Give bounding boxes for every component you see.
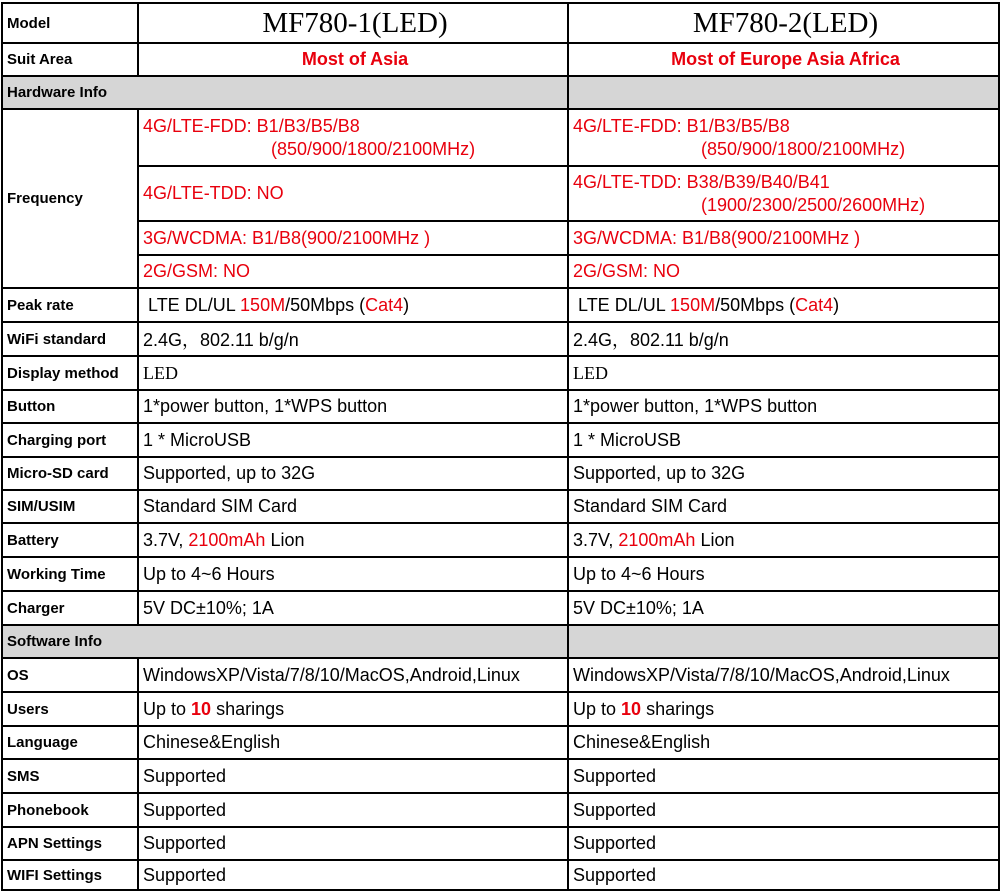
- charging-port-col2: 1 * MicroUSB: [568, 423, 999, 457]
- charging-port-label: Charging port: [2, 423, 138, 457]
- working-time-label: Working Time: [2, 557, 138, 591]
- users-suffix: sharings: [211, 698, 285, 719]
- language-label: Language: [2, 726, 138, 759]
- users-count: 10: [191, 698, 212, 719]
- freq-wcdma-col1: 3G/WCDMA: B1/B8(900/2100MHz ): [138, 221, 568, 255]
- users-col1: [138, 692, 568, 726]
- apn-col1: Supported: [138, 827, 568, 860]
- charger-col2: 5V DC±10%; 1A: [568, 591, 999, 625]
- suit-area-row: [2, 43, 999, 76]
- model-label: Model: [2, 3, 138, 43]
- users-suffix: sharings: [641, 698, 715, 719]
- charger-col1: 5V DC±10%; 1A: [138, 591, 568, 625]
- freq-gsm-col1: 2G/GSM: NO: [138, 255, 568, 288]
- peak-rate-dl: 150M: [240, 294, 286, 315]
- phonebook-row: [2, 793, 999, 827]
- spec-table: [1, 2, 1000, 891]
- freq-tdd-col1: 4G/LTE-TDD: NO: [138, 166, 568, 221]
- charging-port-col1: 1 * MicroUSB: [138, 423, 568, 457]
- sim-label: SIM/USIM: [2, 490, 138, 523]
- peak-rate-dl: 150M: [670, 294, 716, 315]
- peak-rate-prefix: LTE DL/UL: [148, 294, 241, 315]
- battery-prefix: 3.7V,: [573, 529, 619, 550]
- freq-fdd-col2: [568, 109, 999, 166]
- peak-rate-suffix: ): [403, 294, 410, 315]
- battery-col1: [138, 523, 568, 557]
- battery-suffix: Lion: [695, 529, 735, 550]
- display-method-col1: LED: [138, 356, 568, 390]
- freq-fdd-col2-line2: (850/900/1800/2100MHz): [701, 138, 906, 159]
- freq-fdd-col1-line2: (850/900/1800/2100MHz): [271, 138, 476, 159]
- wifi-standard-label: WiFi standard: [2, 322, 138, 356]
- peak-rate-suffix: ): [833, 294, 840, 315]
- sms-col1: Supported: [138, 759, 568, 793]
- frequency-fdd-row: [2, 109, 999, 166]
- apn-row: [2, 827, 999, 860]
- micro-sd-col2: Supported, up to 32G: [568, 457, 999, 490]
- users-prefix: Up to: [143, 698, 192, 719]
- micro-sd-label: Micro-SD card: [2, 457, 138, 490]
- display-method-col2: LED: [568, 356, 999, 390]
- wifi-settings-col1: Supported: [138, 860, 568, 890]
- wifi-standard-row: [2, 322, 999, 356]
- users-label: Users: [2, 692, 138, 726]
- hardware-section-title: Hardware Info: [2, 76, 568, 109]
- freq-gsm-col2: 2G/GSM: NO: [568, 255, 999, 288]
- wifi-settings-col2: Supported: [568, 860, 999, 890]
- apn-label: APN Settings: [2, 827, 138, 860]
- freq-fdd-col1-line1: 4G/LTE-FDD: B1/B3/B5/B8: [143, 115, 360, 136]
- os-label: OS: [2, 658, 138, 692]
- apn-col2: Supported: [568, 827, 999, 860]
- sim-col1: Standard SIM Card: [138, 490, 568, 523]
- os-col2: WindowsXP/Vista/7/8/10/MacOS,Android,Linux: [568, 658, 999, 692]
- software-section-title: Software Info: [2, 625, 568, 658]
- freq-tdd-col2-line1: 4G/LTE-TDD: B38/B39/B40/B41: [573, 171, 830, 192]
- freq-wcdma-col2: 3G/WCDMA: B1/B8(900/2100MHz ): [568, 221, 999, 255]
- micro-sd-row: [2, 457, 999, 490]
- freq-tdd-col2: [568, 166, 999, 221]
- button-row: [2, 390, 999, 423]
- model-mf780-1: MF780-1(LED): [138, 3, 568, 43]
- wifi-standard-col1: 2.4G，802.11 b/g/n: [138, 322, 568, 356]
- frequency-label: Frequency: [2, 109, 138, 288]
- peak-rate-label: Peak rate: [2, 288, 138, 322]
- battery-capacity: 2100mAh: [618, 529, 696, 550]
- button-col1: 1*power button, 1*WPS button: [138, 390, 568, 423]
- peak-rate-row: [2, 288, 999, 322]
- battery-col2: [568, 523, 999, 557]
- users-col2: [568, 692, 999, 726]
- software-section-row: [2, 625, 999, 658]
- display-method-row: [2, 356, 999, 390]
- users-row: [2, 692, 999, 726]
- frequency-gsm-row: [2, 255, 999, 288]
- wifi-settings-row: [2, 860, 999, 890]
- charging-port-row: [2, 423, 999, 457]
- battery-suffix: Lion: [265, 529, 305, 550]
- sms-row: [2, 759, 999, 793]
- os-row: [2, 658, 999, 692]
- model-mf780-2: MF780-2(LED): [568, 3, 999, 43]
- model-row: [2, 3, 999, 43]
- peak-rate-prefix: LTE DL/UL: [578, 294, 671, 315]
- charger-row: [2, 591, 999, 625]
- peak-rate-cat: Cat4: [365, 294, 404, 315]
- language-col2: Chinese&English: [568, 726, 999, 759]
- micro-sd-col1: Supported, up to 32G: [138, 457, 568, 490]
- hardware-section-row: [2, 76, 999, 109]
- peak-rate-cat: Cat4: [795, 294, 834, 315]
- sim-row: [2, 490, 999, 523]
- hardware-section-blank: [568, 76, 999, 109]
- users-count: 10: [621, 698, 642, 719]
- peak-rate-mid: /50Mbps (: [715, 294, 796, 315]
- frequency-tdd-row: [2, 166, 999, 221]
- charger-label: Charger: [2, 591, 138, 625]
- wifi-settings-label: WIFI Settings: [2, 860, 138, 890]
- working-time-col1: Up to 4~6 Hours: [138, 557, 568, 591]
- peak-rate-col1: [138, 288, 568, 322]
- suit-area-label: Suit Area: [2, 43, 138, 76]
- phonebook-label: Phonebook: [2, 793, 138, 827]
- battery-prefix: 3.7V,: [143, 529, 189, 550]
- freq-fdd-col2-line1: 4G/LTE-FDD: B1/B3/B5/B8: [573, 115, 790, 136]
- freq-fdd-col1: [138, 109, 568, 166]
- peak-rate-mid: /50Mbps (: [285, 294, 366, 315]
- suit-area-col1: Most of Asia: [138, 43, 568, 76]
- battery-capacity: 2100mAh: [188, 529, 266, 550]
- frequency-wcdma-row: [2, 221, 999, 255]
- peak-rate-col2: [568, 288, 999, 322]
- language-row: [2, 726, 999, 759]
- battery-label: Battery: [2, 523, 138, 557]
- suit-area-col2: Most of Europe Asia Africa: [568, 43, 999, 76]
- button-col2: 1*power button, 1*WPS button: [568, 390, 999, 423]
- users-prefix: Up to: [573, 698, 622, 719]
- software-section-blank: [568, 625, 999, 658]
- phonebook-col2: Supported: [568, 793, 999, 827]
- working-time-col2: Up to 4~6 Hours: [568, 557, 999, 591]
- working-time-row: [2, 557, 999, 591]
- battery-row: [2, 523, 999, 557]
- freq-tdd-col2-line2: (1900/2300/2500/2600MHz): [701, 194, 926, 215]
- sms-col2: Supported: [568, 759, 999, 793]
- sim-col2: Standard SIM Card: [568, 490, 999, 523]
- phonebook-col1: Supported: [138, 793, 568, 827]
- os-col1: WindowsXP/Vista/7/8/10/MacOS,Android,Linux: [138, 658, 568, 692]
- wifi-standard-col2: 2.4G，802.11 b/g/n: [568, 322, 999, 356]
- sms-label: SMS: [2, 759, 138, 793]
- button-label: Button: [2, 390, 138, 423]
- language-col1: Chinese&English: [138, 726, 568, 759]
- display-method-label: Display method: [2, 356, 138, 390]
